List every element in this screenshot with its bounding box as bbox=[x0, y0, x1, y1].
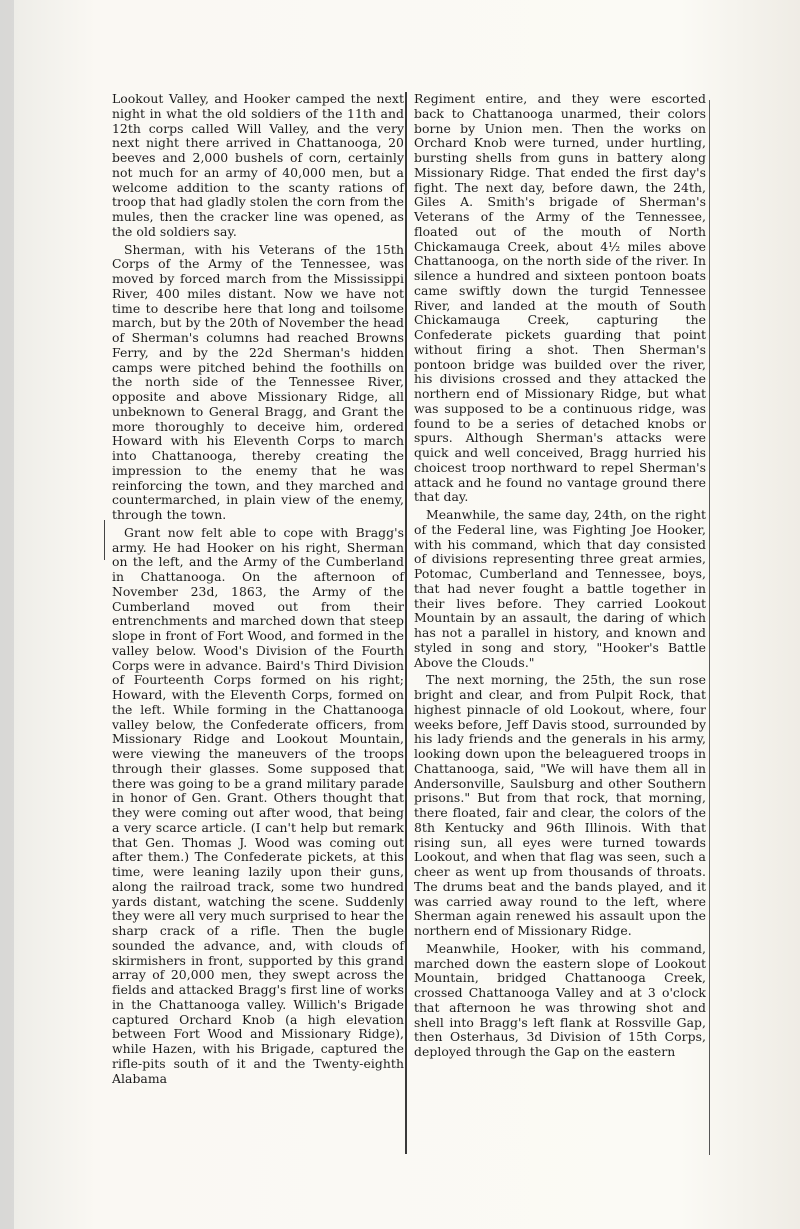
paragraph: Meanwhile, Hooker, with his command, marched down the eastern slope of Lookout Mountain, bridged Chattanooga Creek, crossed Chattanooga Valley and at 3 o'clock that afternoon he was throwing shot and shell into Bragg's left flank at Rossville Gap, then Osterhaus, 3d Division of 15th Corps, deployed through the Gap on the eastern bbox=[414, 940, 706, 1059]
left-column bbox=[112, 92, 404, 1086]
paste-mark bbox=[104, 520, 105, 560]
paragraph: Regiment entire, and they were escorted back to Chattanooga unarmed, their colors borne by Union men. Then the works on Orchard Knob were turned, under hurtling, bursting shells from guns in battery along Missionary Ridge. That ended the first day's fight. The next day, before dawn, the 24th, Giles A. Smith's brigade of Sherman's Veterans of the Army of the Tennessee, floated out of the mouth of North Chickamauga Creek, about 4½ miles above Chattanooga, on the north side of the river. In silence a hundred and sixteen pontoon boats came swiftly down the turgid Tennessee River, and landed at the mouth of South Chickamauga Creek, capturing the Confederate pickets guarding that point without firing a shot. Then Sherman's pontoon bridge was builded over the river, his divisions crossed and they attacked the northern end of Missionary Ridge, but what was supposed to be a continuous ridge, was found to be a series of detached knobs or spurs. Although Sherman's attacks were quick and well conceived, Bragg hurried his choicest troop northward to repel Sherman's attack and he found no vantage ground there that day. bbox=[414, 91, 706, 505]
scan-shadow bbox=[0, 0, 14, 1229]
column-rule bbox=[405, 92, 407, 1154]
paragraph: Grant now felt able to cope with Bragg's army. He had Hooker on his right, Sherman on the left, and the Army of the Cumberland in Chattanooga. On the afternoon of November 23d, 1863, the Army of the Cumberland moved out from their entrenchments and marched down that steep slope in front of Fort Wood, and formed in the valley below. Wood's Division of the Fourth Corps were in advance. Baird's Third Division of Fourteenth Corps formed on his right; Howard, with the Eleventh Corps, formed on the left. While forming in the Chattanooga valley below, the Confederate officers, from Missionary Ridge and Lookout Mountain, were viewing the maneuvers of the troops through their glasses. Some supposed that there was going to be a grand military parade in honor of Gen. Grant. Others thought that they were coming out after wood, that being a very scarce article. (I can't help but remark that Gen. Thomas J. Wood was coming out after them.) The Confederate pickets, at this time, were leaning lazily upon their guns, along the railroad track, some two hundred yards distant, watching the scene. Suddenly they were all very much surprised to hear the sharp crack of a rifle. Then the bugle sounded the advance, and, with clouds of skirmishers in front, supported by this grand array of 20,000 men, they swept across the fields and attacked Bragg's first line of works in the Chattanooga valley. Willich's Brigade captured Orchard Knob (a high elevation between Fort Wood and Missionary Ridge), while Hazen, with his Brigade, captured the rifle-pits south of it and the Twenty-eighth Alabama bbox=[112, 524, 404, 1086]
right-column bbox=[414, 92, 706, 1060]
right-border-rule bbox=[709, 100, 710, 1155]
paragraph: Meanwhile, the same day, 24th, on the right of the Federal line, was Fighting Joe Hooker, with his command, which that day consisted of divisions representing three great armies, Potomac, Cumberland and Tennessee, boys, that had never fought a battle together in their lives before. They carried Lookout Mountain by an assault, the daring of which has not a parallel in history, and known and styled in song and story, "Hooker's Battle Above the Clouds." bbox=[414, 507, 706, 670]
paragraph: Lookout Valley, and Hooker camped the next night in what the old soldiers of the 11th and 12th corps called Will Valley, and the very next night there arrived in Chattanooga, 20 beeves and 2,000 bushels of corn, certainly not much for an army of 40,000 men, but a welcome addition to the scanty rations of troop that had gladly stolen the corn from the mules, then the cracker line was opened, as the old soldiers say. bbox=[112, 91, 404, 239]
paragraph: The next morning, the 25th, the sun rose bright and clear, and from Pulpit Rock, that highest pinnacle of old Lookout, where, four weeks before, Jeff Davis stood, surrounded by his lady friends and the generals in his army, looking down upon the beleaguered troops in Chattanooga, said, "We will have them all in Andersonville, Saulsburg and other Southern prisons." But from that rock, that morning, there floated, fair and clear, the colors of the 8th Kentucky and 96th Illinois. With that rising sun, all eyes were turned towards Lookout, and when that flag was seen, such a cheer as went up from thousands of throats. The drums beat and the bands played, and it was carried away round to the left, where Sherman again renewed his assault upon the northern end of Missionary Ridge. bbox=[414, 672, 706, 938]
paragraph: Sherman, with his Veterans of the 15th Corps of the Army of the Tennessee, was moved by forced march from the Mississippi River, 400 miles distant. Now we have not time to describe here that long and toilsome march, but by the 20th of November the head of Sherman's columns had reached Browns Ferry, and by the 22d Sherman's hidden camps were pitched behind the foothills on the north side of the Tennessee River, opposite and above Missionary Ridge, all unbeknown to General Bragg, and Grant the more thoroughly to deceive him, ordered Howard with his Eleventh Corps to march into Chattanooga, thereby creating the impression to the enemy that he was reinforcing the town, and they marched and countermarched, in plain view of the enemy, through the town. bbox=[112, 241, 404, 522]
